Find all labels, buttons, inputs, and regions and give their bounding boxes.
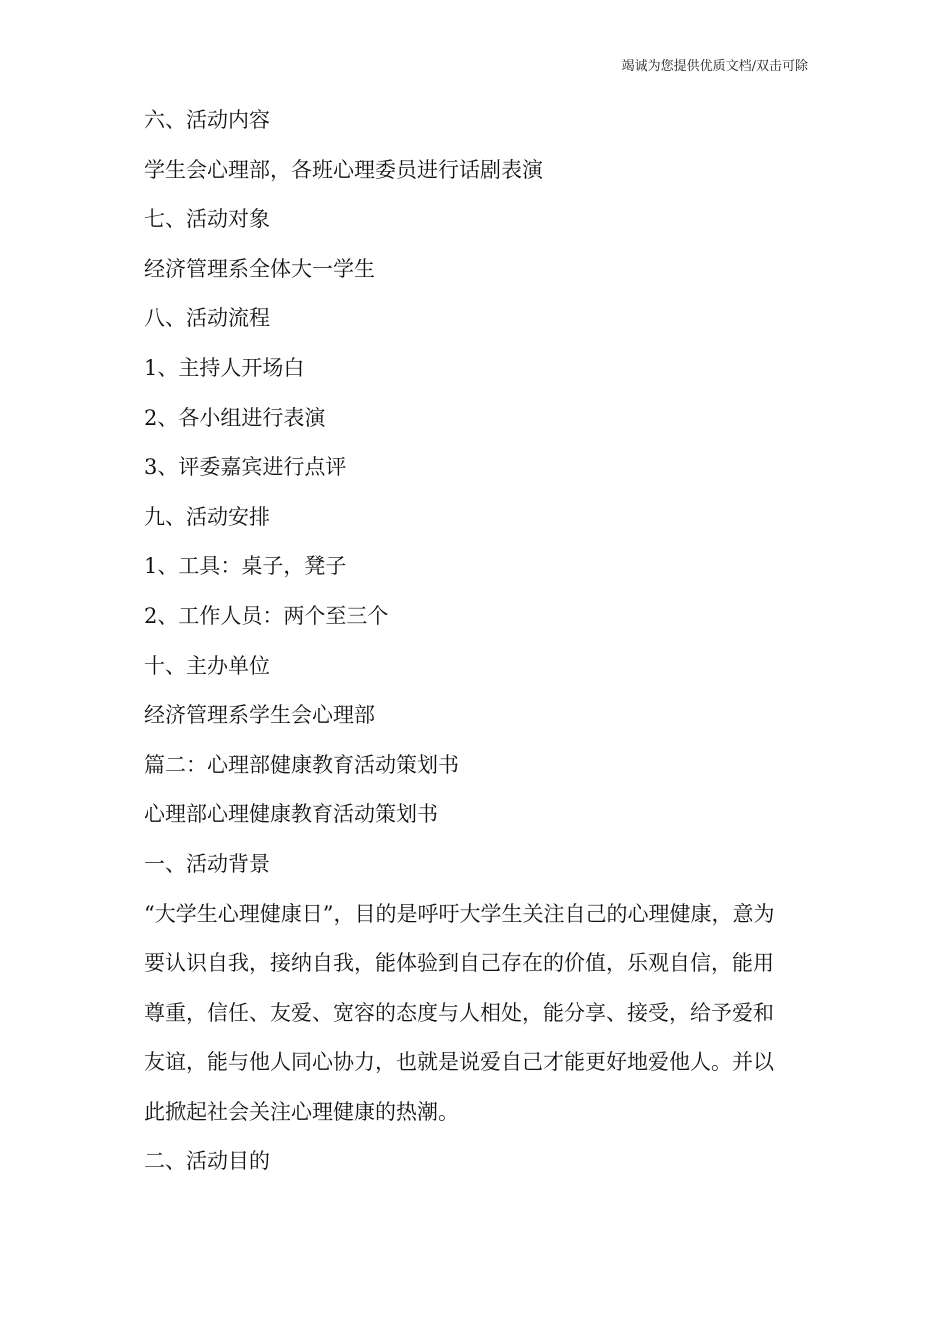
- text-line: 经济管理系学生会心理部: [144, 703, 375, 728]
- paragraph-line: 此掀起社会关注心理健康的热潮。: [144, 1099, 459, 1124]
- list-item: 1、工具：桌子，凳子: [144, 554, 347, 579]
- list-item: 1、主持人开场白: [144, 355, 305, 380]
- list-item: 2、工作人员：两个至三个: [144, 603, 389, 628]
- paragraph-line: 友谊，能与他人同心协力，也就是说爱自己才能更好地爱他人。并以: [144, 1050, 774, 1075]
- section-heading-background: 一、活动背景: [144, 851, 270, 876]
- section-heading-purpose: 二、活动目的: [144, 1149, 270, 1174]
- section-heading-arrangement: 九、活动安排: [144, 504, 270, 529]
- section-heading-content: 六、活动内容: [144, 108, 270, 132]
- header-note: 竭诚为您提供优质文档/双击可除: [621, 59, 808, 74]
- list-item: 2、各小组进行表演: [144, 405, 326, 430]
- paragraph-line: 尊重，信任、友爱、宽容的态度与人相处，能分享、接受，给予爱和: [144, 1000, 774, 1025]
- section-heading-organizer: 十、主办单位: [144, 653, 270, 678]
- document-body: [144, 104, 824, 1195]
- text-line: 学生会心理部，各班心理委员进行话剧表演: [144, 157, 543, 182]
- text-line: 经济管理系全体大一学生: [144, 256, 375, 281]
- chapter-title: 篇二：心理部健康教育活动策划书: [144, 752, 459, 777]
- document-title: 心理部心理健康教育活动策划书: [144, 802, 438, 827]
- list-item: 3、评委嘉宾进行点评: [144, 455, 347, 480]
- section-heading-process: 八、活动流程: [144, 306, 270, 331]
- paragraph-line: 要认识自我，接纳自我，能体验到自己存在的价值，乐观自信，能用: [144, 951, 774, 976]
- background-paragraph: [144, 890, 824, 1138]
- section-heading-target: 七、活动对象: [144, 207, 270, 232]
- paragraph-line: “大学生心理健康日”，目的是呼吁大学生关注自己的心理健康，意为: [144, 901, 775, 926]
